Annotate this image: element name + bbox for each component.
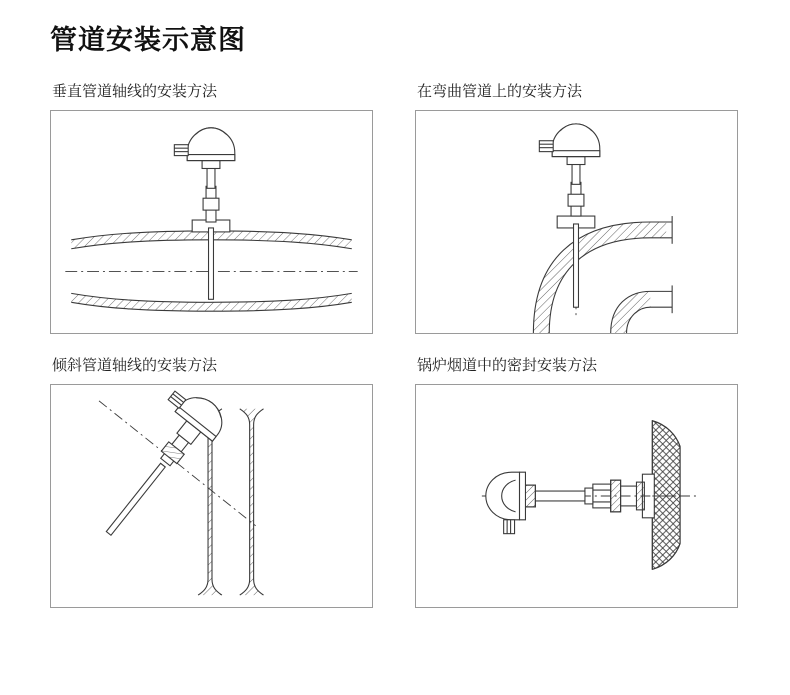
thermocouple-probe: [523, 485, 584, 507]
figure-elbow-pipe-installation: [415, 110, 738, 334]
figure-caption-inclined-axis: 倾斜管道轴线的安装方法: [52, 356, 218, 374]
figure-caption-elbow-pipe: 在弯曲管道上的安装方法: [417, 82, 583, 100]
thermocouple-probe: [203, 186, 219, 299]
junction-box-head: [539, 124, 599, 157]
elbow-pipe-wall-hatching: [533, 222, 666, 333]
boiler-flue-wall: [652, 421, 680, 570]
junction-box-head: [174, 128, 234, 161]
figures-grid: [50, 82, 740, 608]
figure-boiler-flue-sealed-installation: [415, 384, 738, 608]
figure-cell-elbow-pipe: [415, 82, 740, 334]
junction-box-head: [486, 472, 526, 533]
figure-cell-inclined-axis: [50, 356, 375, 608]
figure-inclined-axis-installation: [50, 384, 373, 608]
row-spacer: [50, 334, 740, 356]
page-title: 管道安装示意图: [50, 25, 246, 56]
figures-row-top: [50, 82, 740, 334]
thermocouple-neck: [567, 157, 585, 185]
figure-vertical-axis-installation: [50, 110, 373, 334]
figure-caption-vertical-axis: 垂直管道轴线的安装方法: [52, 82, 218, 100]
thermocouple-neck: [202, 161, 220, 189]
figure-caption-boiler-flue: 锅炉烟道中的密封安装方法: [417, 356, 598, 374]
figure-cell-vertical-axis: [50, 82, 375, 334]
junction-box-head: [155, 385, 231, 454]
figure-cell-boiler-flue: [415, 356, 740, 608]
figures-row-bottom: [50, 356, 740, 608]
thermocouple-probe: [101, 433, 192, 540]
